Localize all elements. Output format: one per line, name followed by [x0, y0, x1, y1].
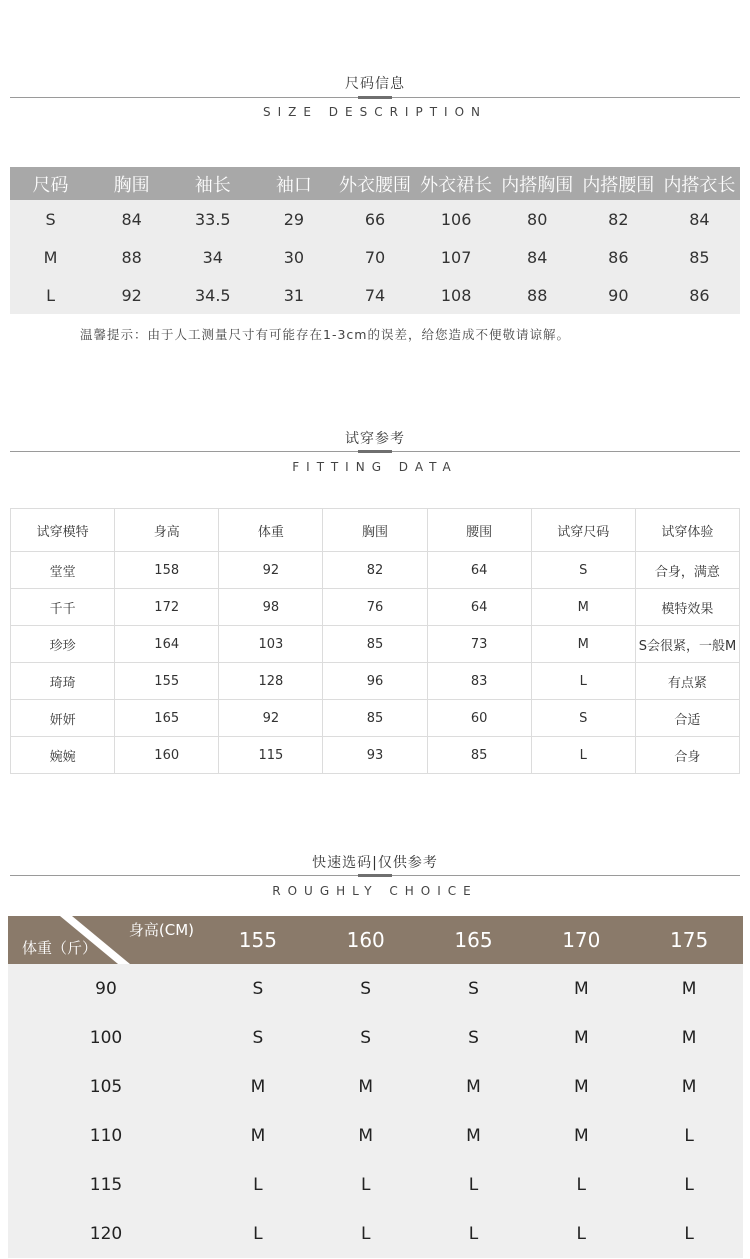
quick-section-accent [358, 874, 392, 877]
size-section-subtitle: SIZE DESCRIPTION [263, 105, 487, 119]
fitting-cell: 165 [115, 700, 219, 737]
quick-size-cell: M [635, 1013, 743, 1062]
quick-size-cell: M [204, 1111, 312, 1160]
fitting-header-cell: 体重 [219, 509, 323, 552]
quick-height-header: 170 [527, 916, 635, 964]
fitting-cell: 合身 [635, 737, 739, 774]
quick-section-subtitle: ROUGHLY CHOICE [272, 884, 478, 898]
fitting-cell: 珍珍 [11, 626, 115, 663]
quick-weight-cell: 100 [8, 1013, 204, 1062]
fitting-section-accent [358, 450, 392, 453]
fitting-cell: 164 [115, 626, 219, 663]
quick-size-cell: L [420, 1209, 528, 1258]
size-cell: 70 [334, 238, 415, 276]
size-section-accent [358, 96, 392, 99]
size-row [10, 238, 740, 276]
quick-size-cell: L [312, 1160, 420, 1209]
corner-weight-label: 体重（斤） [22, 939, 98, 957]
quick-row [8, 964, 743, 1013]
fitting-header-cell: 试穿体验 [635, 509, 739, 552]
fitting-cell: 98 [219, 589, 323, 626]
size-cell: L [10, 276, 91, 314]
quick-size-cell: L [204, 1160, 312, 1209]
fitting-cell: 合身，满意 [635, 552, 739, 589]
size-cell: 66 [334, 200, 415, 238]
size-header-cell: 袖长 [172, 167, 253, 200]
size-cell: 80 [497, 200, 578, 238]
quick-size-cell: M [527, 964, 635, 1013]
quick-row [8, 1062, 743, 1111]
quick-height-header: 155 [204, 916, 312, 964]
fitting-cell: 92 [219, 700, 323, 737]
quick-weight-cell: 110 [8, 1111, 204, 1160]
quick-weight-cell: 115 [8, 1160, 204, 1209]
size-table [10, 167, 740, 314]
fitting-cell: 73 [427, 626, 531, 663]
fitting-cell: 103 [219, 626, 323, 663]
size-cell: 86 [659, 276, 740, 314]
size-cell: 74 [334, 276, 415, 314]
quick-size-cell: M [527, 1062, 635, 1111]
size-cell: 86 [578, 238, 659, 276]
fitting-cell: L [531, 737, 635, 774]
corner-height-label: 身高(CM) [128, 921, 194, 939]
fitting-cell: 合适 [635, 700, 739, 737]
quick-row [8, 1160, 743, 1209]
quick-height-header: 160 [312, 916, 420, 964]
quick-size-cell: M [527, 1013, 635, 1062]
fitting-cell: 172 [115, 589, 219, 626]
size-cell: 88 [91, 238, 172, 276]
size-cell: 34.5 [172, 276, 253, 314]
fitting-cell: 妍妍 [11, 700, 115, 737]
fitting-cell: 64 [427, 589, 531, 626]
fitting-header-cell: 试穿尺码 [531, 509, 635, 552]
size-cell: 92 [91, 276, 172, 314]
fitting-cell: 琦琦 [11, 663, 115, 700]
fitting-cell: 158 [115, 552, 219, 589]
size-cell: M [10, 238, 91, 276]
quick-size-cell: M [527, 1111, 635, 1160]
fitting-cell: M [531, 589, 635, 626]
fitting-header-cell: 胸围 [323, 509, 427, 552]
fitting-row [11, 626, 740, 663]
size-cell: 85 [659, 238, 740, 276]
fitting-table [10, 508, 740, 774]
fitting-row [11, 663, 740, 700]
quick-size-cell: S [204, 964, 312, 1013]
fitting-cell: 85 [323, 626, 427, 663]
quick-size-cell: S [204, 1013, 312, 1062]
size-cell: 108 [416, 276, 497, 314]
fitting-table-header [11, 509, 740, 552]
quick-table-corner [8, 916, 204, 964]
size-header-cell: 胸围 [91, 167, 172, 200]
size-header-cell: 尺码 [10, 167, 91, 200]
fitting-cell: 有点紧 [635, 663, 739, 700]
quick-row [8, 1013, 743, 1062]
size-table-header [10, 167, 740, 200]
fitting-cell: 115 [219, 737, 323, 774]
fitting-cell: 模特效果 [635, 589, 739, 626]
size-cell: 31 [253, 276, 334, 314]
size-table-body [10, 200, 740, 314]
fitting-cell: 96 [323, 663, 427, 700]
quick-size-cell: L [635, 1111, 743, 1160]
quick-size-cell: M [312, 1062, 420, 1111]
quick-size-cell: L [527, 1160, 635, 1209]
fitting-cell: S [531, 552, 635, 589]
quick-size-cell: M [312, 1111, 420, 1160]
size-note: 温馨提示：由于人工测量尺寸有可能存在1-3cm的误差，给您造成不便敬请谅解。 [80, 327, 570, 342]
quick-row [8, 1209, 743, 1258]
fitting-header-cell: 试穿模特 [11, 509, 115, 552]
size-header-cell: 外衣裙长 [416, 167, 497, 200]
fitting-section-subtitle: FITTING DATA [292, 460, 458, 474]
fitting-row [11, 589, 740, 626]
fitting-cell: 92 [219, 552, 323, 589]
fitting-cell: M [531, 626, 635, 663]
quick-size-cell: L [312, 1209, 420, 1258]
size-header-cell: 内搭衣长 [659, 167, 740, 200]
size-cell: 29 [253, 200, 334, 238]
quick-size-cell: S [312, 1013, 420, 1062]
fitting-section-title: 试穿参考 [345, 431, 405, 447]
quick-height-header: 175 [635, 916, 743, 964]
fitting-cell: 85 [323, 700, 427, 737]
fitting-row [11, 700, 740, 737]
size-section-title: 尺码信息 [345, 76, 405, 92]
quick-section-title: 快速选码|仅供参考 [312, 855, 438, 871]
quick-choice-table [8, 916, 743, 1258]
fitting-header-cell: 身高 [115, 509, 219, 552]
quick-weight-cell: 120 [8, 1209, 204, 1258]
size-row [10, 200, 740, 238]
quick-size-cell: L [527, 1209, 635, 1258]
quick-height-header: 165 [420, 916, 528, 964]
quick-size-cell: S [312, 964, 420, 1013]
fitting-cell: 83 [427, 663, 531, 700]
size-cell: 84 [91, 200, 172, 238]
quick-table-body [8, 964, 743, 1258]
size-row [10, 276, 740, 314]
fitting-cell: 婉婉 [11, 737, 115, 774]
quick-table-header [8, 916, 743, 964]
quick-weight-cell: 105 [8, 1062, 204, 1111]
fitting-cell: 60 [427, 700, 531, 737]
fitting-cell: L [531, 663, 635, 700]
size-header-cell: 外衣腰围 [334, 167, 415, 200]
quick-size-cell: M [635, 1062, 743, 1111]
fitting-cell: 155 [115, 663, 219, 700]
size-cell: 33.5 [172, 200, 253, 238]
size-cell: 106 [416, 200, 497, 238]
size-cell: 90 [578, 276, 659, 314]
quick-size-cell: M [204, 1062, 312, 1111]
fitting-row [11, 552, 740, 589]
size-cell: 84 [659, 200, 740, 238]
size-cell: S [10, 200, 91, 238]
fitting-cell: 64 [427, 552, 531, 589]
fitting-cell: 93 [323, 737, 427, 774]
fitting-cell: 82 [323, 552, 427, 589]
fitting-cell: S会很紧，一般M [635, 626, 739, 663]
fitting-cell: 千千 [11, 589, 115, 626]
quick-size-cell: M [420, 1111, 528, 1160]
fitting-header-cell: 腰围 [427, 509, 531, 552]
fitting-row [11, 737, 740, 774]
fitting-cell: 堂堂 [11, 552, 115, 589]
fitting-cell: S [531, 700, 635, 737]
fitting-cell: 76 [323, 589, 427, 626]
quick-size-cell: M [420, 1062, 528, 1111]
quick-size-cell: L [635, 1160, 743, 1209]
fitting-cell: 160 [115, 737, 219, 774]
size-cell: 30 [253, 238, 334, 276]
quick-size-cell: M [635, 964, 743, 1013]
size-cell: 82 [578, 200, 659, 238]
size-cell: 84 [497, 238, 578, 276]
quick-size-cell: L [635, 1209, 743, 1258]
quick-row [8, 1111, 743, 1160]
fitting-cell: 128 [219, 663, 323, 700]
quick-size-cell: S [420, 1013, 528, 1062]
quick-size-cell: S [420, 964, 528, 1013]
size-cell: 107 [416, 238, 497, 276]
fitting-table-body [11, 552, 740, 774]
quick-size-cell: L [204, 1209, 312, 1258]
size-header-cell: 内搭胸围 [497, 167, 578, 200]
size-header-cell: 袖口 [253, 167, 334, 200]
size-cell: 34 [172, 238, 253, 276]
quick-size-cell: L [420, 1160, 528, 1209]
size-header-cell: 内搭腰围 [578, 167, 659, 200]
fitting-cell: 85 [427, 737, 531, 774]
quick-weight-cell: 90 [8, 964, 204, 1013]
size-cell: 88 [497, 276, 578, 314]
